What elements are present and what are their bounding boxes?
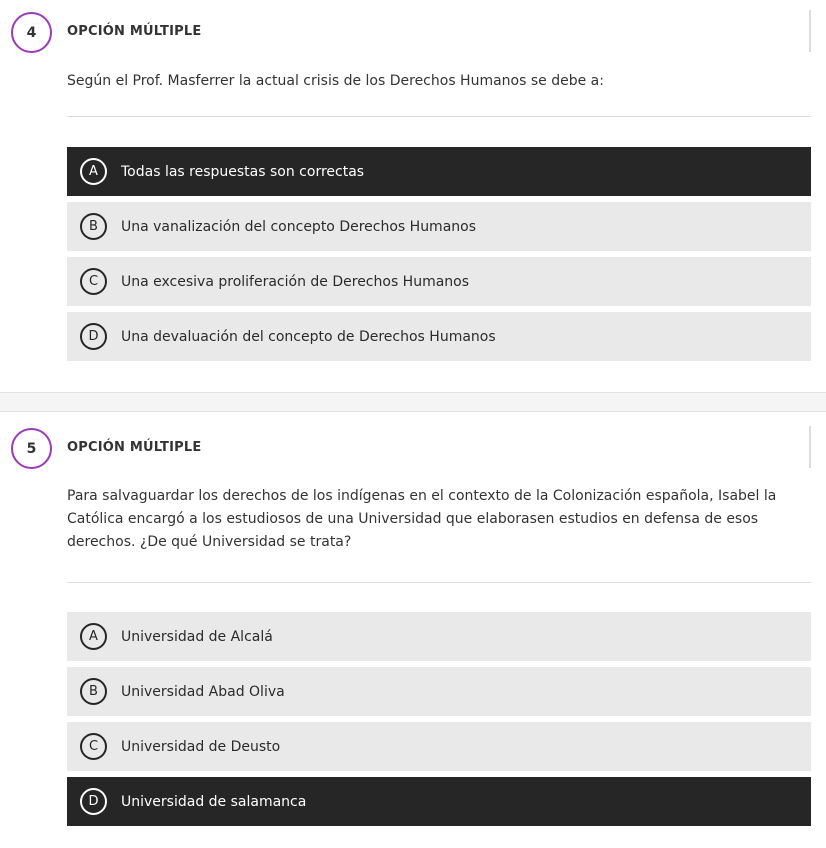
answer-options: [67, 147, 811, 367]
question-prompt: Para salvaguardar los derechos de los indígenas en el contexto de la Colonización española, Isabel la Católica encargó a los estudiosos de una Universidad que elaborasen estudios en defensa de esos derechos. ¿De qué Universidad se trata?: [67, 488, 777, 550]
option-text: Universidad de Deusto: [121, 738, 281, 755]
answer-options: [67, 612, 811, 832]
option-text: Una devaluación del concepto de Derechos Humanos: [121, 328, 496, 345]
answer-option-d[interactable]: [67, 777, 811, 826]
question-card-4: [0, 0, 826, 392]
prompt-divider: [67, 116, 811, 117]
option-text: Universidad de salamanca: [121, 793, 307, 810]
answer-option-b[interactable]: [67, 202, 811, 251]
question-card-5: [0, 412, 826, 848]
option-text: Una vanalización del concepto Derechos Humanos: [121, 218, 477, 235]
header-divider: [809, 10, 811, 52]
option-letter-d: D: [80, 323, 107, 350]
option-letter-d: D: [80, 788, 107, 815]
prompt-divider: [67, 582, 811, 583]
option-text: Universidad de Alcalá: [121, 628, 273, 645]
question-number-badge: 5: [11, 428, 52, 469]
answer-option-c[interactable]: [67, 722, 811, 771]
option-letter-c: C: [80, 268, 107, 295]
option-text: Todas las respuestas son correctas: [121, 163, 365, 180]
answer-option-a[interactable]: [67, 612, 811, 661]
question-number-badge: 4: [11, 12, 52, 53]
answer-option-c[interactable]: [67, 257, 811, 306]
option-letter-c: C: [80, 733, 107, 760]
question-type-label: OPCIÓN MÚLTIPLE: [67, 24, 202, 39]
question-type-label: OPCIÓN MÚLTIPLE: [67, 440, 202, 455]
answer-option-b[interactable]: [67, 667, 811, 716]
answer-option-d[interactable]: [67, 312, 811, 361]
question-prompt: Según el Prof. Masferrer la actual crisis de los Derechos Humanos se debe a:: [67, 73, 604, 89]
option-text: Una excesiva proliferación de Derechos Humanos: [121, 273, 470, 290]
header-divider: [809, 426, 811, 468]
option-letter-b: B: [80, 213, 107, 240]
option-letter-a: A: [80, 158, 107, 185]
option-letter-a: A: [80, 623, 107, 650]
answer-option-a[interactable]: [67, 147, 811, 196]
option-text: Universidad Abad Oliva: [121, 683, 285, 700]
question-separator: [0, 392, 826, 412]
option-letter-b: B: [80, 678, 107, 705]
